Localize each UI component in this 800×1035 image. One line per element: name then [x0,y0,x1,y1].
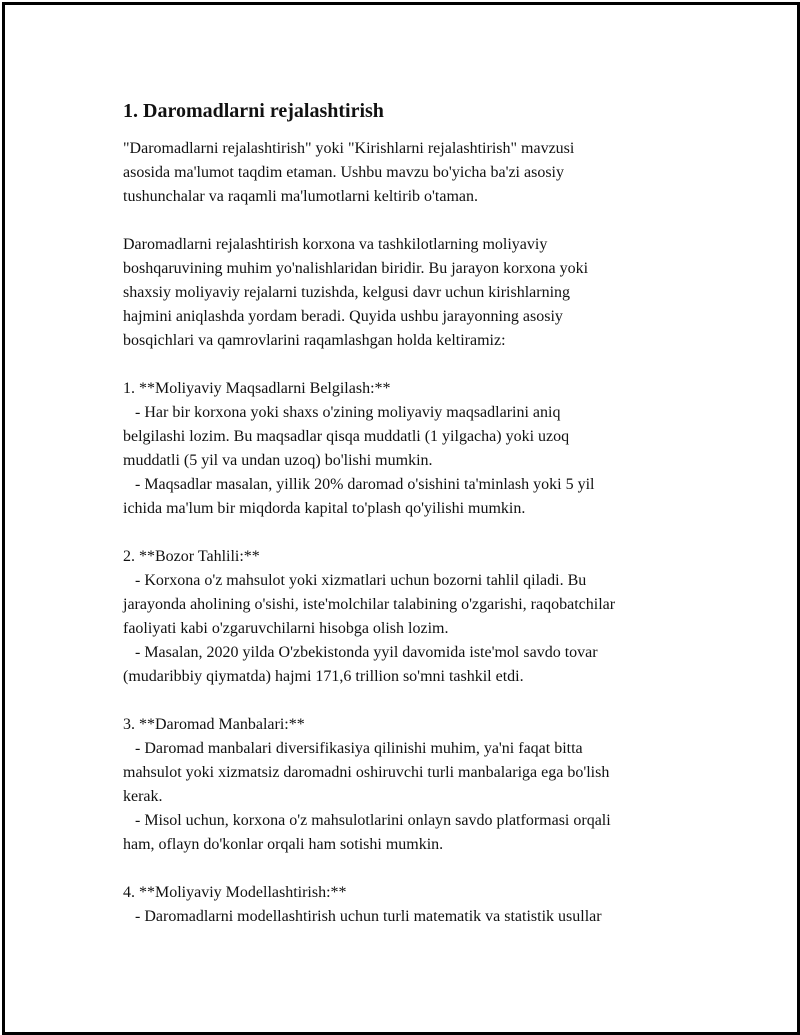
blank-line [123,689,723,713]
text-line: ham, oflayn do'konlar orqali ham sotishi mumkin. [123,836,444,853]
text-line: "Daromadlarni rejalashtirish" yoki "Kirishlarni rejalashtirish" mavzusi [123,140,575,157]
text-line: mahsulot yoki xizmatsiz daromadni oshiruvchi turli manbalariga ega bo'lish [123,764,610,781]
text-line: (mudaribbiy qiymatda) hajmi 171,6 trillion so'mni tashkil etdi. [123,668,524,685]
text-line: - Daromadlarni modellashtirish uchun turli matematik va statistik usullar [123,908,602,925]
text-line: boshqaruvining muhim yo'nalishlaridan biridir. Bu jarayon korxona yoki [123,260,589,277]
text-line: 3. **Daromad Manbalari:** [123,716,305,733]
document-text [123,137,723,929]
document-body [123,97,723,929]
blank-line [123,209,723,233]
text-line: - Maqsadlar masalan, yillik 20% daromad o'sishini ta'minlash yoki 5 yil [123,476,595,493]
document-title: 1. Daromadlarni rejalashtirish [123,100,384,122]
text-line: bosqichlari va qamrovlarini raqamlashgan holda keltiramiz: [123,332,506,349]
text-line: shaxsiy moliyaviy rejalarni tuzishda, kelgusi davr uchun kirishlarning [123,284,571,301]
text-line: kerak. [123,788,163,805]
text-line: tushunchalar va raqamli ma'lumotlarni keltirib o'taman. [123,188,478,205]
text-line: Daromadlarni rejalashtirish korxona va tashkilotlarning moliyaviy [123,236,548,253]
text-line: - Korxona o'z mahsulot yoki xizmatlari uchun bozorni tahlil qiladi. Bu [123,572,587,589]
blank-line [123,521,723,545]
text-line: - Har bir korxona yoki shaxs o'zining moliyaviy maqsadlarini aniq [123,404,561,421]
text-line: hajmini aniqlashda yordam beradi. Quyida ushbu jarayonning asosiy [123,308,563,325]
text-line: ichida ma'lum bir miqdorda kapital to'plash qo'yilishi mumkin. [123,500,526,517]
text-line: 2. **Bozor Tahlili:** [123,548,260,565]
text-line: jarayonda aholining o'sishi, iste'molchilar talabining o'zgarishi, raqobatchilar [123,596,616,613]
text-line: - Masalan, 2020 yilda O'zbekistonda yyil davomida iste'mol savdo tovar [123,644,598,661]
text-line: 4. **Moliyaviy Modellashtirish:** [123,884,347,901]
blank-line [123,353,723,377]
text-line: - Misol uchun, korxona o'z mahsulotlarini onlayn savdo platformasi orqali [123,812,611,829]
text-line: belgilashi lozim. Bu maqsadlar qisqa muddatli (1 yilgacha) yoki uzoq [123,428,570,445]
blank-line [123,857,723,881]
text-line: muddatli (5 yil va undan uzoq) bo'lishi mumkin. [123,452,433,469]
text-line: faoliyati kabi o'zgaruvchilarni hisobga olish lozim. [123,620,449,637]
text-line: asosida ma'lumot taqdim etaman. Ushbu mavzu bo'yicha ba'zi asosiy [123,164,564,181]
text-line: - Daromad manbalari diversifikasiya qilinishi muhim, ya'ni faqat bitta [123,740,583,757]
document-page [2,2,800,1035]
text-line: 1. **Moliyaviy Maqsadlarni Belgilash:** [123,380,391,397]
